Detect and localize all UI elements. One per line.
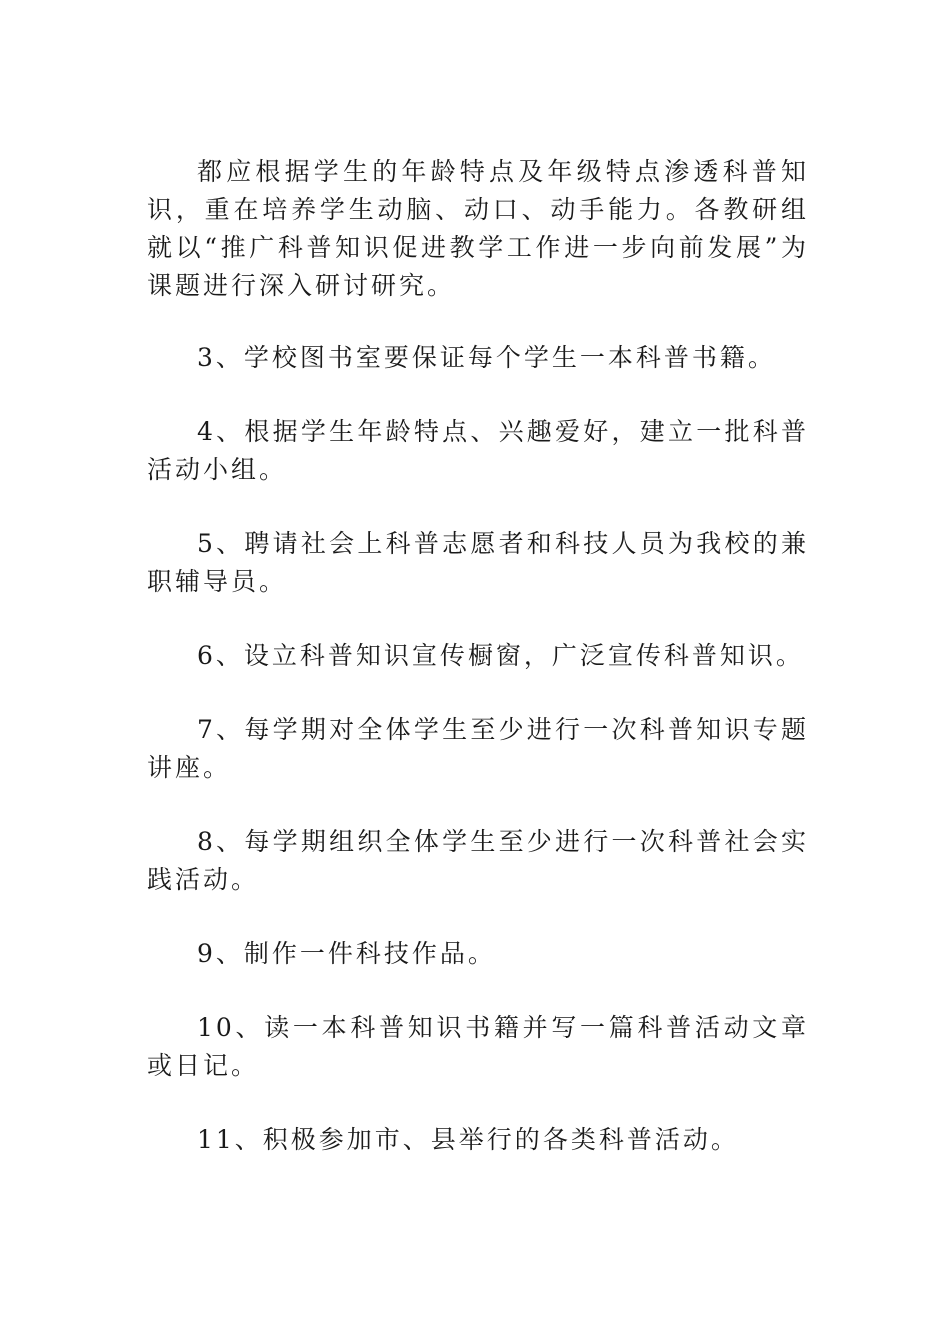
paragraph-item-7: 7、每学期对全体学生至少进行一次科普知识专题讲座。 (147, 715, 809, 782)
paragraph-continued-intro: 都应根据学生的年龄特点及年级特点渗透科普知识，重在培养学生动脑、动口、动手能力。各教研组就以“推广科普知识促进教学工作进一步向前发展”为课题进行深入研讨研究。 (147, 157, 809, 300)
paragraph-item-6: 6、设立科普知识宣传橱窗，广泛宣传科普知识。 (197, 641, 804, 670)
paragraph-item-11: 11、积极参加市、县举行的各类科普活动。 (197, 1125, 739, 1154)
paragraph-item-3: 3、学校图书室要保证每个学生一本科普书籍。 (197, 343, 776, 372)
document-body (147, 153, 809, 1195)
paragraph-item-9: 9、制作一件科技作品。 (197, 939, 496, 968)
paragraph-item-8: 8、每学期组织全体学生至少进行一次科普社会实践活动。 (147, 827, 809, 894)
paragraph-item-5: 5、聘请社会上科普志愿者和科技人员为我校的兼职辅导员。 (147, 529, 809, 596)
paragraph-item-4: 4、根据学生年龄特点、兴趣爱好，建立一批科普活动小组。 (147, 417, 809, 484)
paragraph-item-10: 10、读一本科普知识书籍并写一篇科普活动文章或日记。 (147, 1013, 809, 1080)
